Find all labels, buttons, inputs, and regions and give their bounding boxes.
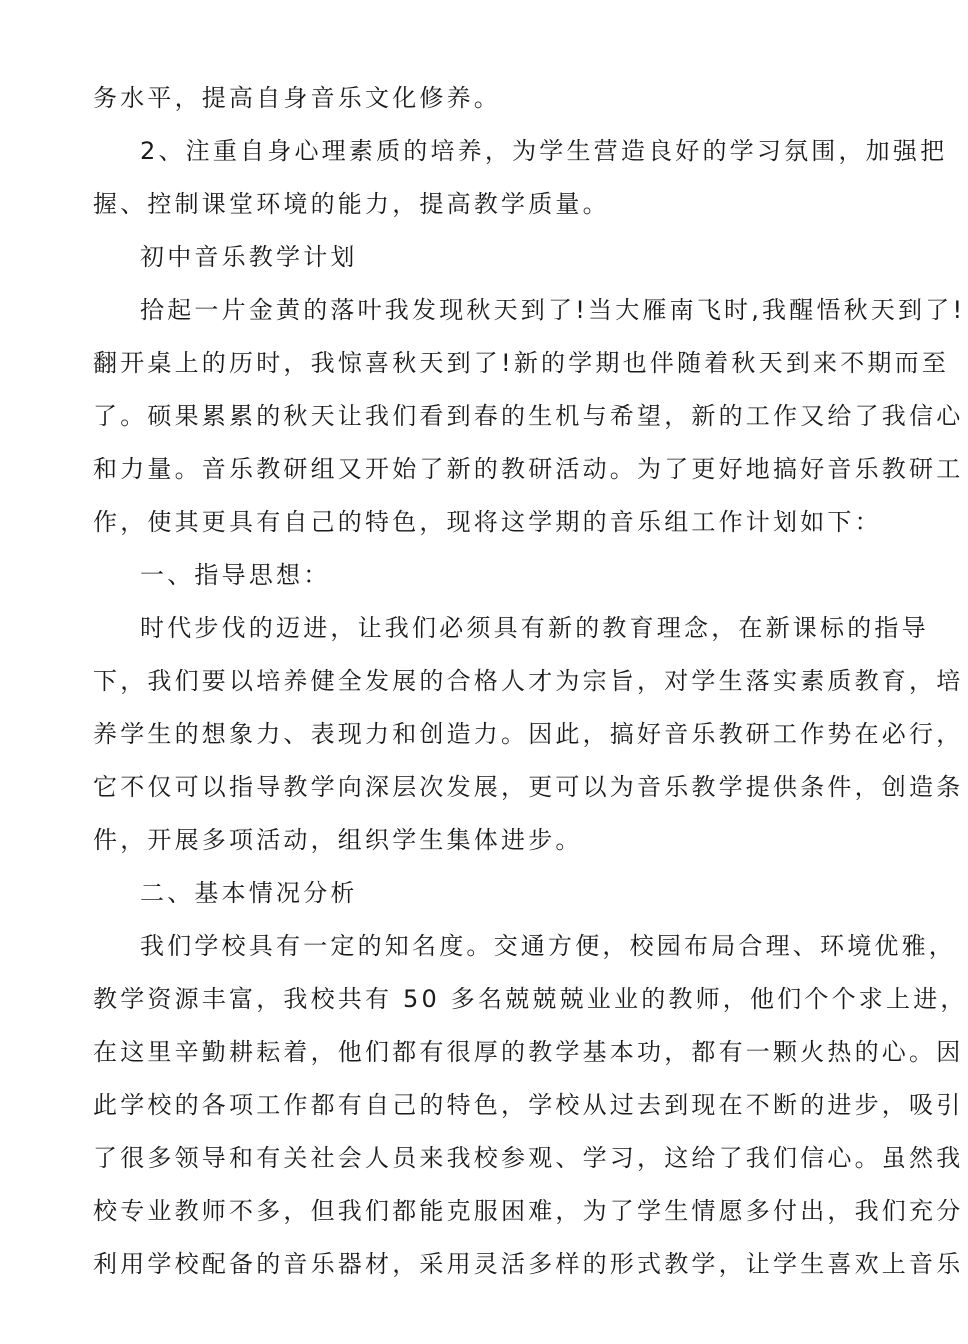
text-line: 下，我们要以培养健全发展的合格人才为宗旨，对学生落实素质教育，培 bbox=[93, 667, 964, 695]
text-line: 了很多领导和有关社会人员来我校参观、学习，这给了我们信心。虽然我 bbox=[93, 1144, 964, 1172]
document-body bbox=[93, 72, 968, 1291]
text-line: 利用学校配备的音乐器材，采用灵活多样的形式教学，让学生喜欢上音乐 bbox=[93, 1250, 964, 1278]
text-line: 养学生的想象力、表现力和创造力。因此，搞好音乐教研工作势在必行， bbox=[93, 720, 964, 748]
text-line: 教学资源丰富，我校共有 50 多名兢兢兢业业的教师，他们个个求上进， bbox=[93, 985, 968, 1013]
text-line: 在这里辛勤耕耘着，他们都有很厚的教学基本功，都有一颗火热的心。因 bbox=[93, 1038, 964, 1066]
text-line: 它不仅可以指导教学向深层次发展，更可以为音乐教学提供条件，创造条 bbox=[93, 773, 964, 801]
paragraph-first-line: 二、基本情况分析 bbox=[140, 879, 358, 907]
paragraph-first-line: 拾起一片金黄的落叶我发现秋天到了!当大雁南飞时,我醒悟秋天到了! bbox=[140, 296, 966, 324]
text-line: 了。硕果累累的秋天让我们看到春的生机与希望，新的工作又给了我信心 bbox=[93, 402, 964, 430]
paragraph-first-line: 2、注重自身心理素质的培养，为学生营造良好的学习氛围，加强把 bbox=[140, 137, 948, 165]
paragraph-first-line: 时代步伐的迈进，让我们必须具有新的教育理念，在新课标的指导 bbox=[140, 614, 929, 642]
text-line: 此学校的各项工作都有自己的特色，学校从过去到现在不断的进步，吸引 bbox=[93, 1091, 964, 1119]
text-line: 和力量。音乐教研组又开始了新的教研活动。为了更好地搞好音乐教研工 bbox=[93, 455, 964, 483]
text-line: 件，开展多项活动，组织学生集体进步。 bbox=[93, 826, 583, 854]
text-line: 作，使其更具有自己的特色，现将这学期的音乐组工作计划如下： bbox=[93, 508, 882, 536]
text-line: 握、控制课堂环境的能力，提高教学质量。 bbox=[93, 190, 610, 218]
text-line: 校专业教师不多，但我们都能克服困难，为了学生情愿多付出，我们充分 bbox=[93, 1197, 964, 1225]
paragraph-first-line: 一、指导思想： bbox=[140, 561, 331, 589]
paragraph-first-line: 初中音乐教学计划 bbox=[140, 243, 358, 271]
text-line: 务水平，提高自身音乐文化修养。 bbox=[93, 84, 501, 112]
text-line: 翻开桌上的历时，我惊喜秋天到了!新的学期也伴随着秋天到来不期而至 bbox=[93, 349, 950, 377]
paragraph-first-line: 我们学校具有一定的知名度。交通方便，校园布局合理、环境优雅， bbox=[140, 932, 956, 960]
